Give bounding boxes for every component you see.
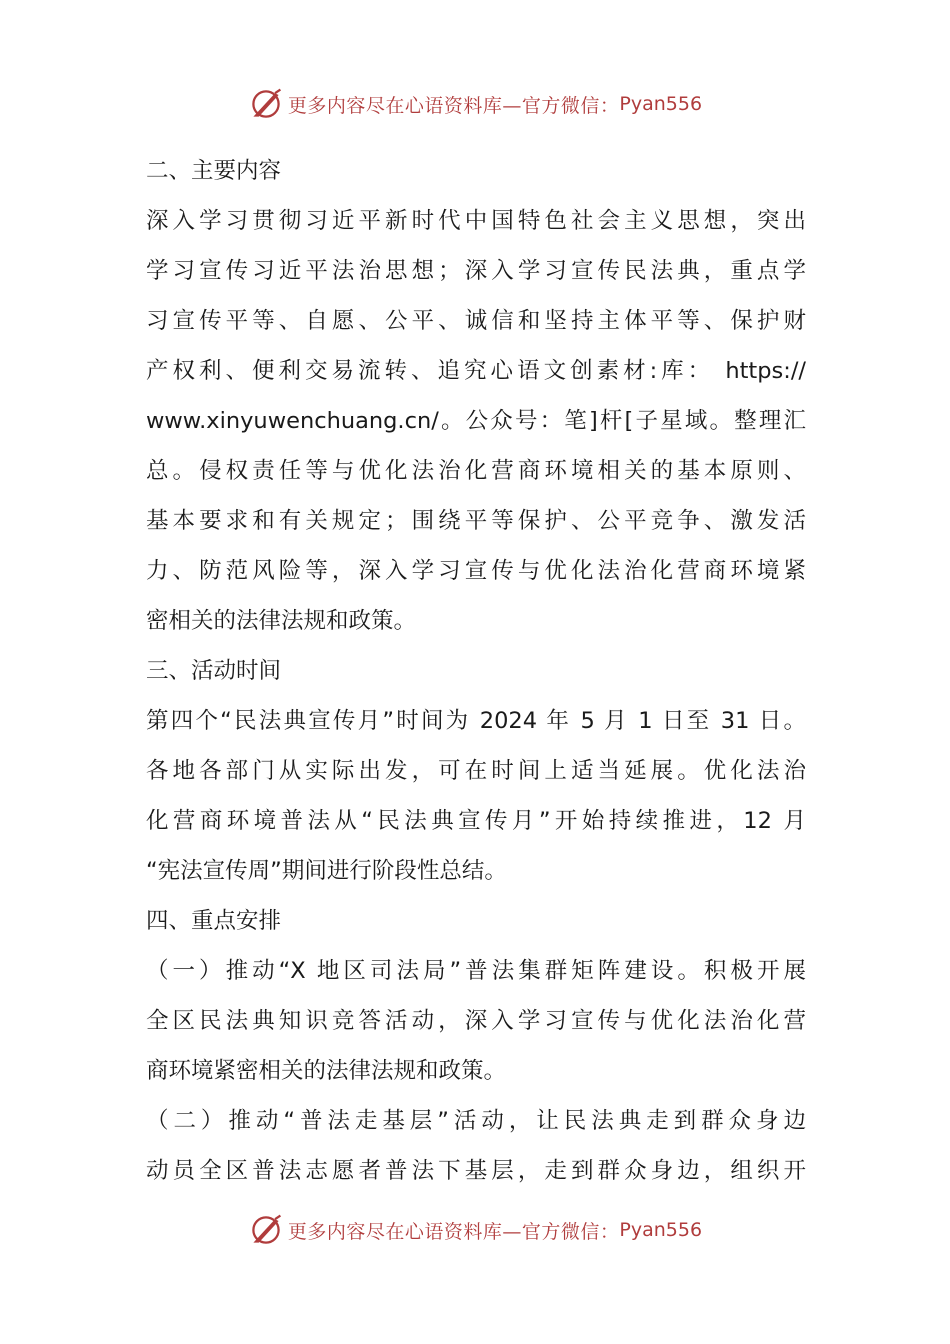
text-line: 商环境紧密相关的法律法规和政策。 [146,1058,507,1084]
text-line: （二）推动“普法走基层”活动，让民法典走到群众身边 [146,1108,806,1134]
text-line: （一）推动“X 地区司法局”普法集群矩阵建设。积极开展 [146,958,806,984]
text-line: 四、重点安排 [146,908,282,934]
text-line: 密相关的法律法规和政策。 [146,608,417,634]
text-line: 动员全区普法志愿者普法下基层，走到群众身边，组织开 [146,1158,806,1184]
text-line: 深入学习贯彻习近平新时代中国特色社会主义思想，突出 [146,208,806,234]
text-line: 产权利、便利交易流转、追究心语文创素材:库： https:// [146,358,806,384]
text-line: www.xinyuwenchuang.cn/。公众号：笔]杆[子星域。整理汇 [146,408,806,434]
text-line: 总。侵权责任等与优化法治化营商环境相关的基本原则、 [146,458,806,484]
pen-logo-icon [248,86,284,122]
header-banner [0,84,950,124]
text-line: 力、防范风险等，深入学习宣传与优化法治化营商环境紧 [146,558,806,584]
text-line: 基本要求和有关规定；围绕平等保护、公平竞争、激发活 [146,508,806,534]
banner-text: 更多内容尽在心语资料库—官方微信： [287,94,620,117]
banner-text: 更多内容尽在心语资料库—官方微信： [287,1220,620,1243]
document-body [146,146,806,1196]
banner-wechat-id: Pyan556 [619,1219,703,1241]
text-line: 各地各部门从实际出发，可在时间上适当延展。优化法治 [146,758,806,784]
text-line: 第四个“民法典宣传月”时间为 2024 年 5 月 1 日至 31 日。 [146,708,806,734]
text-line: “宪法宣传周”期间进行阶段性总结。 [146,858,507,884]
banner-wechat-id: Pyan556 [619,93,703,115]
footer-banner [0,1210,950,1250]
text-line: 二、主要内容 [146,158,282,184]
pen-logo-icon [248,1212,284,1248]
text-line: 三、活动时间 [146,658,282,684]
text-line: 全区民法典知识竞答活动，深入学习宣传与优化法治化营 [146,1008,806,1034]
text-line: 习宣传平等、自愿、公平、诚信和坚持主体平等、保护财 [146,308,806,334]
text-line: 学习宣传习近平法治思想；深入学习宣传民法典，重点学 [146,258,806,284]
text-line: 化营商环境普法从“民法典宣传月”开始持续推进，12 月 [146,808,806,834]
